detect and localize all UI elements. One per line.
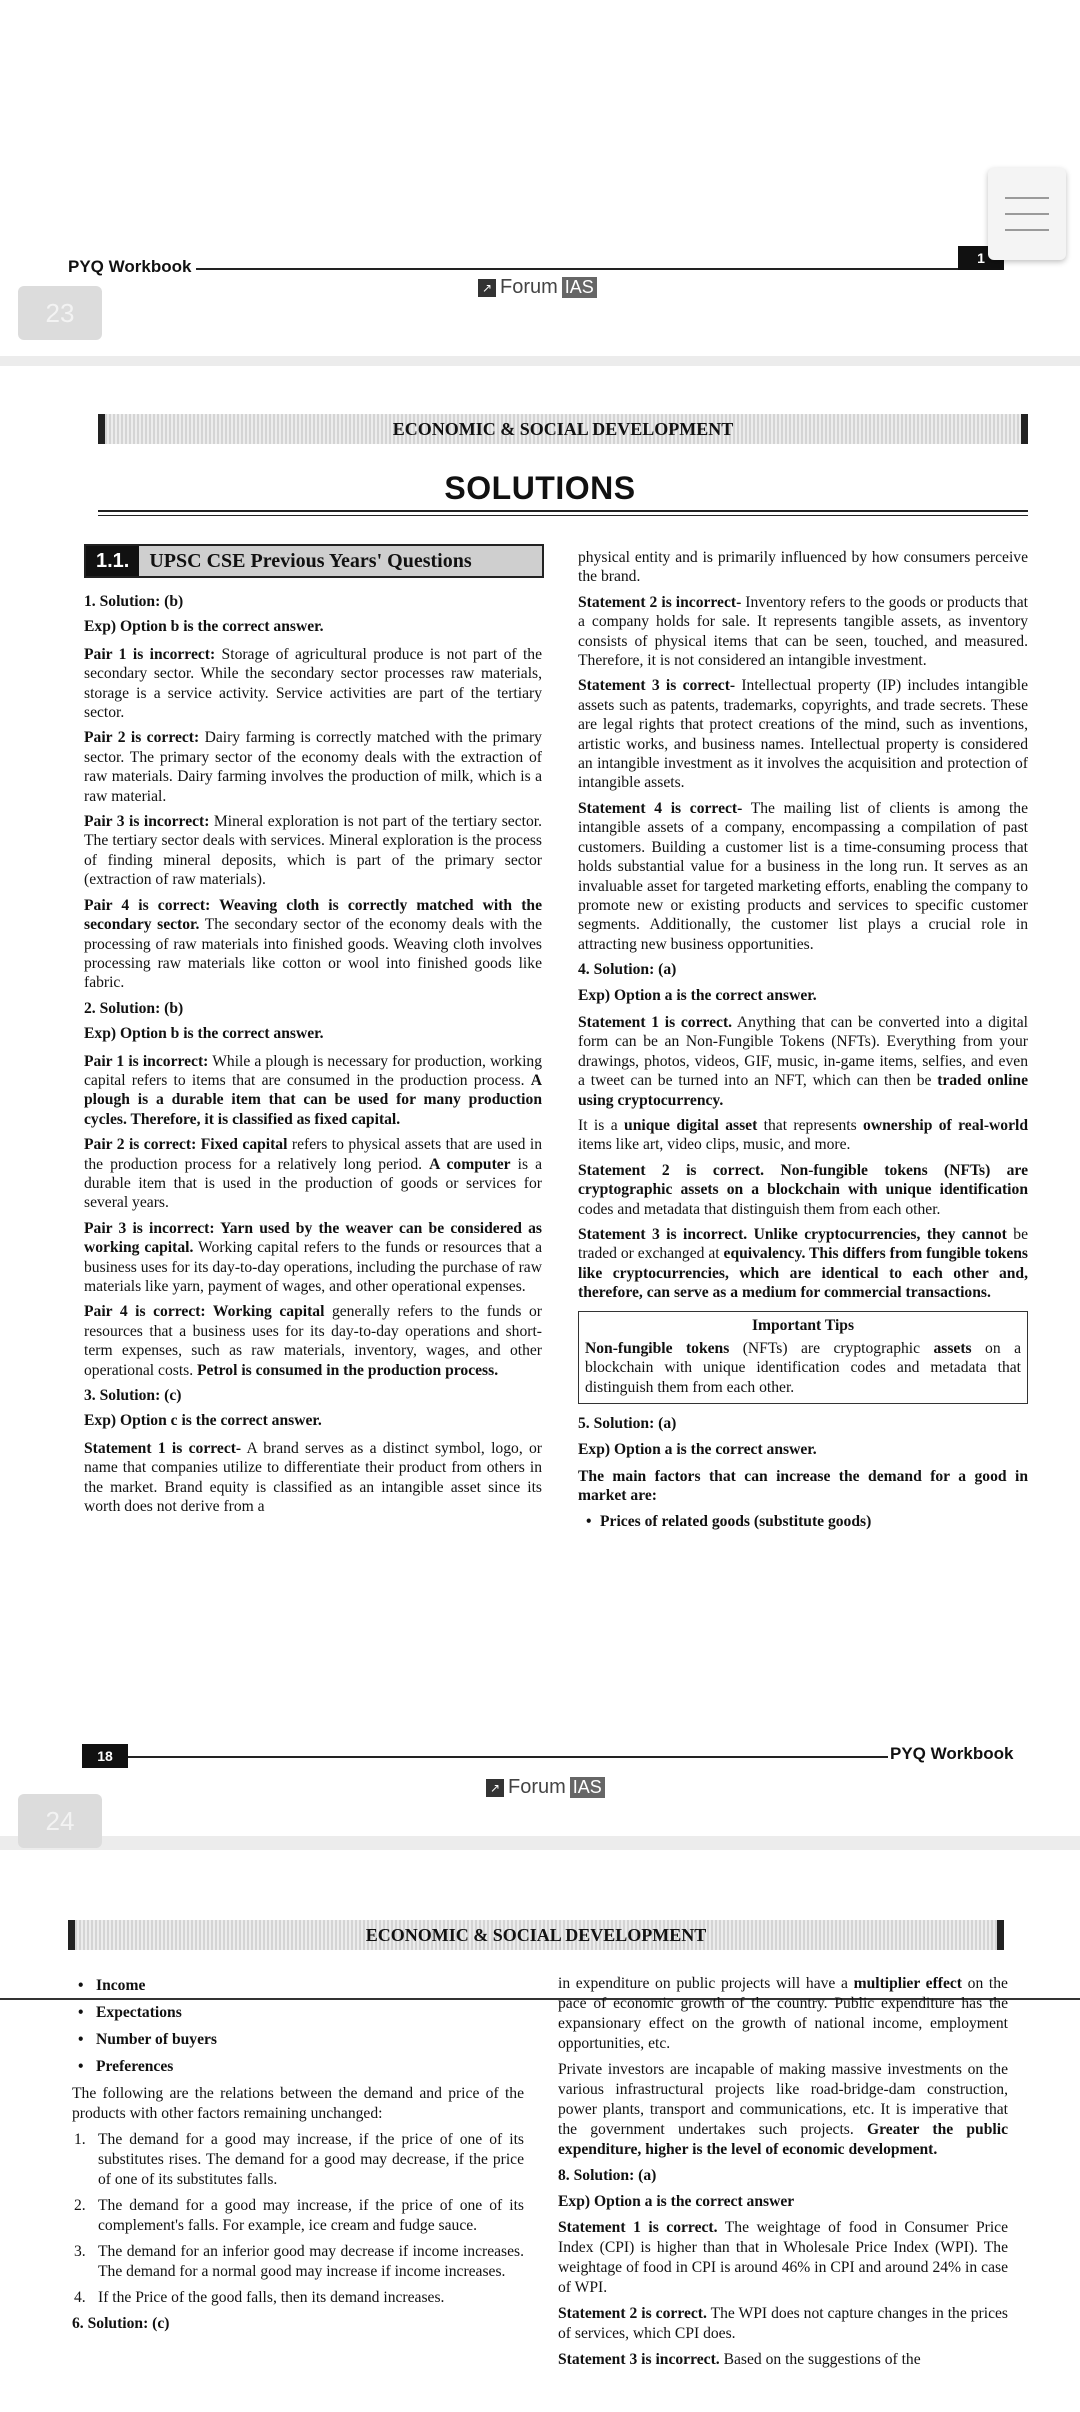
page-thumbnail-label[interactable]: 24 xyxy=(18,1794,102,1848)
page-title: SOLUTIONS xyxy=(444,470,636,506)
list-item: • Prices of related goods (substitute goods) xyxy=(578,1512,1028,1531)
list-item: • Number of buyers xyxy=(72,2030,524,2050)
question-set-header: 1.1. UPSC CSE Previous Years' Questions xyxy=(84,544,544,578)
paragraph: Pair 4 is correct: Working capital generally refers to the funds or resources that a business uses for its day-to-day operations and short-term expenses, such as raw materials, inventory, wages, and other operational costs. Petrol is consumed in the production process. xyxy=(84,1303,542,1379)
tips-text: Non-fungible tokens (NFTs) are cryptographic assets on a blockchain with unique identification codes and metadata that distinguish them from each other. xyxy=(585,1340,1021,1396)
forum-ias-logo: ↗ Forum IAS xyxy=(486,1776,605,1799)
paragraph: Pair 1 is incorrect: While a plough is necessary for production, working capital refers to items that are consumed in the production process. A plough is a durable item that can be used for many production cycles. Therefore, it is classified as fixed capital. xyxy=(84,1052,543,1128)
solution-heading: 5. Solution: (a) xyxy=(578,1415,677,1433)
paragraph: Statement 4 is correct- The mailing list of clients is among the intangible assets of a company, encompassing a compilation of past customers. Building a customer list is a time-consuming process that holds substantial value for a business in the long run. It serves as an invaluable asset for targeted marketing efforts, enabling the company to promote new or existing products and services to specific customer segments. Additionally, the customer list plays a crucial role in attracting new business opportunities. xyxy=(578,799,1028,953)
explanation-heading: Exp) Option b is the correct answer. xyxy=(84,1025,324,1043)
paragraph: physical entity and is primarily influenced by how consumers perceive the brand. xyxy=(578,549,1028,586)
page-footer-title: PYQ Workbook xyxy=(890,1744,1014,1763)
paragraph: Statement 1 is correct- A brand serves as a distinct symbol, logo, or name that companies utilize to differentiate their product from others in the market. Brand equity is classified as an intangible asset since its worth does not derive from a xyxy=(84,1439,542,1516)
page-thumbnail-label[interactable]: 23 xyxy=(18,286,102,340)
logo-arrow-icon: ↗ xyxy=(486,1779,504,1797)
paragraph: Statement 3 is incorrect. Based on the suggestions of the xyxy=(558,2351,921,2368)
explanation-heading: Exp) Option a is the correct answer. xyxy=(578,1440,817,1458)
paragraph: Statement 2 is correct. The WPI does not capture changes in the prices of services, which CPI does. xyxy=(558,2305,1008,2342)
explanation-heading: Exp) Option a is the correct answer xyxy=(558,2193,795,2210)
forum-ias-logo: ↗ Forum IAS xyxy=(478,276,597,299)
title-rule xyxy=(98,510,1028,512)
previous-page xyxy=(0,0,1080,356)
solution-heading: 1. Solution: (b) xyxy=(84,593,184,610)
list-item: 4. If the Price of the good falls, then its demand increases. xyxy=(74,2289,445,2306)
list-item: 2. The demand for a good may increase, if the price of one of its complement's falls. For example, ice cream and fudge sauce. xyxy=(74,2197,524,2234)
paragraph: Statement 3 is incorrect. Unlike cryptocurrencies, they cannot be traded or exchanged at equivalency. This differs from fungible tokens like cryptocurrencies, which are identical to each other and, therefore, can serve as a medium for commercial transactions. xyxy=(578,1226,1028,1302)
solution-heading: 8. Solution: (a) xyxy=(558,2167,657,2184)
solution-heading: 3. Solution: (c) xyxy=(84,1387,182,1405)
page-number-badge: 1 xyxy=(958,246,1004,270)
paragraph: Pair 3 is incorrect: Yarn used by the weaver can be considered as working capital. Working capital refers to the funds or resources that a business uses for its day-to-day operations, including the purchase of raw materials like yarn, payment of wages, and other operational expenses. xyxy=(84,1219,542,1295)
list-item: • Preferences xyxy=(72,2057,524,2077)
important-tips-box xyxy=(578,1311,1028,1405)
header-rule xyxy=(196,268,960,270)
solutions-page xyxy=(0,366,1080,1836)
solution-heading: 6. Solution: (c) xyxy=(72,2315,170,2332)
footer-rule xyxy=(128,1756,888,1758)
solution-heading: 4. Solution: (a) xyxy=(578,961,677,979)
list-item: 3. The demand for an inferior good may decrease if income increases. The demand for a normal good may increase if income increases. xyxy=(74,2243,524,2280)
tips-title: Important Tips xyxy=(751,1316,855,1334)
section-title-band: ECONOMIC & SOCIAL DEVELOPMENT xyxy=(98,414,1028,444)
paragraph: Pair 2 is correct: Dairy farming is correctly matched with the primary sector. The primary sector of the economy deals with the extraction of raw materials. Dairy farming involves the production of milk, which is a raw material. xyxy=(84,729,542,805)
next-page xyxy=(0,1850,1080,2412)
menu-icon xyxy=(1005,197,1049,199)
paragraph: Statement 3 is correct- Intellectual property (IP) includes intangible assets such as patents, trademarks, copyrights, and trade secrets. These are legal rights that protect creations of the mind, such as inventions, artistic works, and business names. Intellectual property is considered an intangible investment as it involves the acquisition and protection of intangible assets. xyxy=(578,677,1029,792)
right-column xyxy=(578,548,1028,1537)
paragraph: The main factors that can increase the demand for a good in market are: xyxy=(578,1468,1028,1505)
page-header-title: PYQ Workbook xyxy=(68,257,192,276)
paragraph: Pair 3 is incorrect: Mineral exploration is not part of the tertiary sector. The tertiary sector deals with services. Mineral exploration is the process of finding mineral deposits, which is part of the primary sector (extraction of raw materials). xyxy=(84,813,542,889)
paragraph: Statement 2 is incorrect- Inventory refers to the goods or products that a company holds for sale. It represents tangible assets, as inventory consists of physical items that can be seen, touched, and measured. Therefore, it is not considered an intangible investment. xyxy=(578,593,1028,670)
solution-heading: 2. Solution: (b) xyxy=(84,999,184,1017)
paragraph: Statement 1 is correct. The weightage of food in Consumer Price Index (CPI) is higher than that in Wholesale Price Index (WPI). The weightage of food in CPI is around 46% in CPI and around 24% in case of WPI. xyxy=(558,2219,1008,2296)
paragraph: Statement 1 is correct. Anything that can be converted into a digital form can be an Non-Fungible Tokens (NFTs). Everything from your drawings, photos, videos, GIF, music, in-game items, selfies, and even a tweet can be turned into an NFT, which can then be traded online using cryptocurrency. xyxy=(578,1013,1028,1109)
menu-button[interactable] xyxy=(988,168,1066,260)
list-item: • Expectations xyxy=(72,2003,524,2023)
explanation-heading: Exp) Option b is the correct answer. xyxy=(84,618,324,636)
explanation-heading: Exp) Option a is the correct answer. xyxy=(578,986,817,1004)
paragraph: Pair 4 is correct: Weaving cloth is correctly matched with the secondary sector. The secondary sector of the economy deals with the processing of raw materials into finished goods. Weaving cloth involves processing raw materials like cotton or wool into finished goods like fabric. xyxy=(84,896,542,992)
list-item: • Income xyxy=(72,1976,524,1996)
paragraph: Private investors are incapable of making massive investments on the various infrastructural projects like road-bridge-dam construction, power plants, transport and communications, etc. It is imperative that the government undertakes such projects. Greater the public expenditure, higher is the level of economic development. xyxy=(558,2061,1008,2158)
paragraph: It is a unique digital asset that represents ownership of real-world items like art, video clips, music, and more. xyxy=(578,1116,1029,1154)
section-title-band: ECONOMIC & SOCIAL DEVELOPMENT xyxy=(68,1920,1004,1950)
list-item: 1. The demand for a good may increase, if the price of one of its substitutes rises. The demand for a good may decrease, if the price of one of its substitutes falls. xyxy=(74,2131,524,2188)
paragraph: The following are the relations between the demand and price of the products with other factors remaining unchanged: xyxy=(72,2085,524,2122)
left-column xyxy=(84,544,542,1522)
page-number-badge: 18 xyxy=(82,1744,128,1768)
paragraph: Pair 2 is correct: Fixed capital refers to physical assets that are used in the production process for a relatively long period. A computer is a durable item that is used in the production of goods or services for several years. xyxy=(84,1136,542,1212)
paragraph: in expenditure on public projects will have a multiplier effect on the pace of economic growth of the country. Public expenditure has the expansionary effect on the growth of national income, employment opportunities, etc. xyxy=(558,1975,1008,2052)
paragraph: Pair 1 is incorrect: Storage of agricultural produce is not part of the secondary sector. While the secondary sector processes raw materials, storage is a service activity. Service activities are part of the tertiary sector. xyxy=(84,645,542,722)
left-column xyxy=(72,1976,524,2340)
paragraph: Statement 2 is correct. Non-fungible tokens (NFTs) are cryptographic assets on a blockchain with unique identification codes and metadata that distinguish them from each other. xyxy=(578,1161,1028,1218)
logo-arrow-icon: ↗ xyxy=(478,279,496,297)
right-column xyxy=(558,1974,1008,2376)
explanation-heading: Exp) Option c is the correct answer. xyxy=(84,1412,322,1430)
